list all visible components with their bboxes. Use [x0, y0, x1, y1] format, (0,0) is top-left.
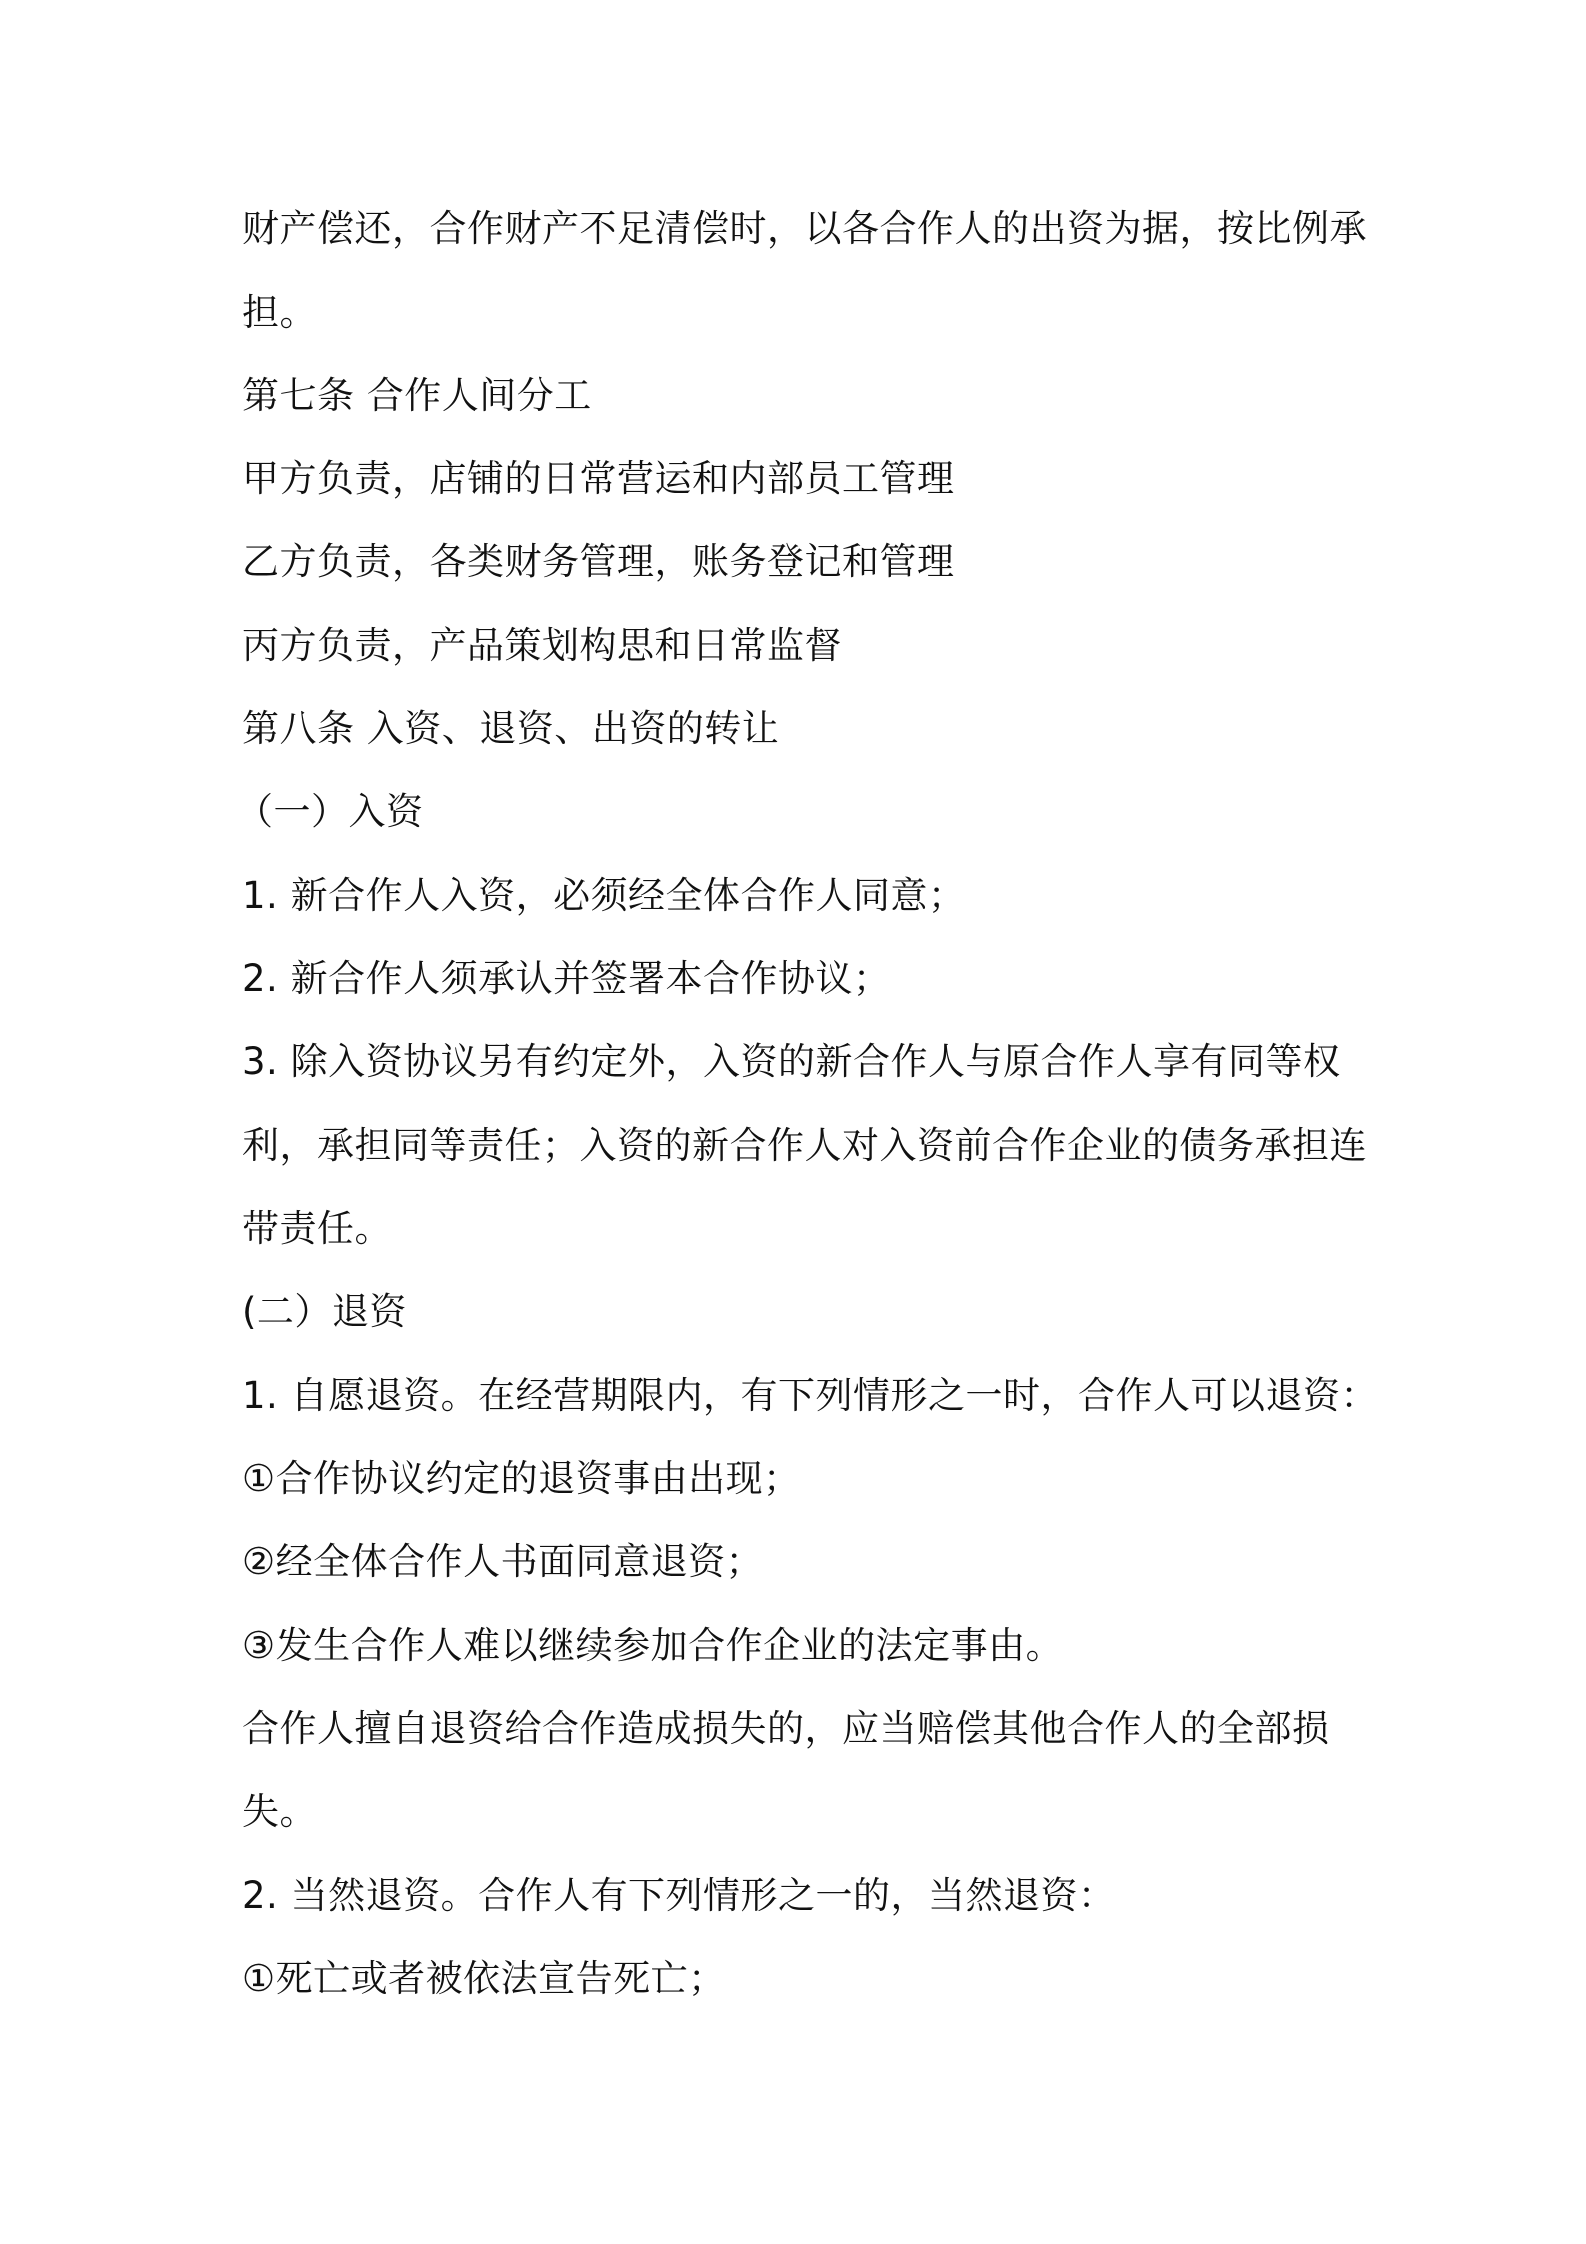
text-line-5: 乙方负责，各类财务管理，账务登记和管理: [242, 540, 955, 583]
text-line-13: 带责任。: [242, 1207, 392, 1250]
text-line-6: 丙方负责，产品策划构思和日常监督: [242, 624, 842, 667]
text-line-17: ②经全体合作人书面同意退资；: [242, 1540, 764, 1583]
text-line-16: ①合作协议约定的退资事由出现；: [242, 1457, 801, 1500]
text-line-2: 担。: [242, 291, 317, 334]
section-2-heading: (二）退资: [242, 1290, 407, 1333]
article-8-heading: 第八条 入资、退资、出资的转让: [242, 707, 780, 750]
text-line-22: ①死亡或者被依法宣告死亡；: [242, 1957, 726, 2000]
text-line-12: 利，承担同等责任；入资的新合作人对入资前合作企业的债务承担连: [242, 1124, 1367, 1167]
text-line-15: 1. 自愿退资。在经营期限内，有下列情形之一时，合作人可以退资：: [242, 1374, 1379, 1417]
text-line-20: 失。: [242, 1790, 317, 1833]
text-line-10: 2. 新合作人须承认并签署本合作协议；: [242, 957, 891, 1000]
text-line-19: 合作人擅自退资给合作造成损失的，应当赔偿其他合作人的全部损: [242, 1707, 1330, 1750]
text-line-9: 1. 新合作人入资，必须经全体合作人同意；: [242, 874, 966, 917]
section-1-heading: （一）入资: [236, 790, 424, 833]
text-line-18: ③发生合作人难以继续参加合作企业的法定事由。: [242, 1624, 1064, 1667]
text-line-1: 财产偿还，合作财产不足清偿时，以各合作人的出资为据，按比例承: [242, 207, 1367, 250]
text-line-11: 3. 除入资协议另有约定外，入资的新合作人与原合作人享有同等权: [242, 1040, 1341, 1083]
text-line-21: 2. 当然退资。合作人有下列情形之一的，当然退资：: [242, 1874, 1116, 1917]
text-line-4: 甲方负责，店铺的日常营运和内部员工管理: [242, 457, 955, 500]
article-7-heading: 第七条 合作人间分工: [242, 374, 592, 417]
